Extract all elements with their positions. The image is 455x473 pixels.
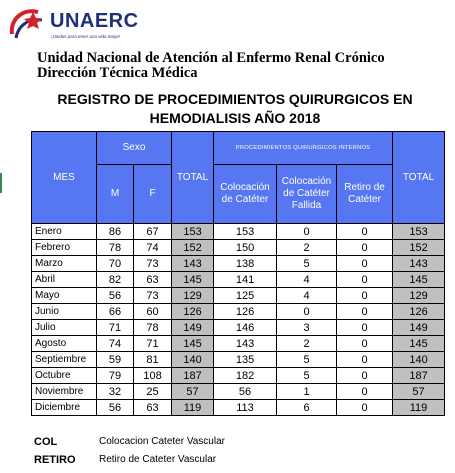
cell-f: 108 bbox=[134, 368, 172, 384]
cell-colocacion: 125 bbox=[214, 288, 277, 304]
cell-mes: Septiembre bbox=[32, 352, 97, 368]
cell-colocacion: 138 bbox=[214, 256, 277, 272]
cell-mes: Enero bbox=[32, 224, 97, 240]
cell-f: 63 bbox=[134, 400, 172, 416]
cell-total: 129 bbox=[172, 288, 214, 304]
logo-tagline: ¡Unidos para tener una vida mejor! bbox=[51, 34, 121, 39]
header-f: F bbox=[134, 165, 172, 224]
cell-m: 32 bbox=[97, 384, 134, 400]
cell-total: 153 bbox=[172, 224, 214, 240]
cell-f: 25 bbox=[134, 384, 172, 400]
cell-mes: Junio bbox=[32, 304, 97, 320]
cell-retiro: 0 bbox=[337, 240, 393, 256]
table-body bbox=[32, 224, 445, 416]
header-sexo: Sexo bbox=[97, 132, 172, 165]
report-title-line2: HEMODIALISIS AÑO 2018 bbox=[149, 110, 321, 126]
sheet-edge-marker bbox=[0, 173, 2, 193]
cell-total-procedimientos: 187 bbox=[393, 368, 445, 384]
cell-colocacion-fallida: 1 bbox=[277, 384, 337, 400]
table-row bbox=[32, 304, 445, 320]
cell-retiro: 0 bbox=[337, 384, 393, 400]
header-retiro: Retiro de Catéter bbox=[337, 165, 393, 224]
legend-key: COL bbox=[34, 436, 58, 448]
cell-f: 67 bbox=[134, 224, 172, 240]
cell-f: 73 bbox=[134, 288, 172, 304]
cell-f: 81 bbox=[134, 352, 172, 368]
cell-f: 60 bbox=[134, 304, 172, 320]
cell-total: 152 bbox=[172, 240, 214, 256]
cell-retiro: 0 bbox=[337, 368, 393, 384]
table-row bbox=[32, 224, 445, 240]
cell-m: 56 bbox=[97, 400, 134, 416]
unaerc-logo bbox=[6, 4, 146, 48]
cell-colocacion: 56 bbox=[214, 384, 277, 400]
cell-colocacion: 153 bbox=[214, 224, 277, 240]
cell-total-procedimientos: 153 bbox=[393, 224, 445, 240]
cell-colocacion-fallida: 3 bbox=[277, 320, 337, 336]
cell-total: 119 bbox=[172, 400, 214, 416]
cell-total: 140 bbox=[172, 352, 214, 368]
department-name: Dirección Técnica Médica bbox=[37, 65, 198, 81]
cell-f: 63 bbox=[134, 272, 172, 288]
cell-mes: Mayo bbox=[32, 288, 97, 304]
cell-retiro: 0 bbox=[337, 288, 393, 304]
cell-mes: Julio bbox=[32, 320, 97, 336]
cell-f: 74 bbox=[134, 240, 172, 256]
cell-retiro: 0 bbox=[337, 336, 393, 352]
cell-total-procedimientos: 145 bbox=[393, 336, 445, 352]
cell-m: 56 bbox=[97, 288, 134, 304]
cell-m: 82 bbox=[97, 272, 134, 288]
cell-retiro: 0 bbox=[337, 400, 393, 416]
header-total: TOTAL bbox=[172, 132, 214, 224]
cell-f: 78 bbox=[134, 320, 172, 336]
cell-total: 145 bbox=[172, 272, 214, 288]
cell-total: 145 bbox=[172, 336, 214, 352]
cell-colocacion: 141 bbox=[214, 272, 277, 288]
cell-mes: Diciembre bbox=[32, 400, 97, 416]
cell-retiro: 0 bbox=[337, 224, 393, 240]
cell-m: 78 bbox=[97, 240, 134, 256]
cell-mes: Febrero bbox=[32, 240, 97, 256]
cell-total-procedimientos: 149 bbox=[393, 320, 445, 336]
cell-total-procedimientos: 143 bbox=[393, 256, 445, 272]
cell-m: 74 bbox=[97, 336, 134, 352]
legend-value: Retiro de Cateter Vascular bbox=[99, 454, 217, 465]
cell-colocacion-fallida: 0 bbox=[277, 304, 337, 320]
cell-total: 143 bbox=[172, 256, 214, 272]
cell-f: 71 bbox=[134, 336, 172, 352]
cell-m: 71 bbox=[97, 320, 134, 336]
cell-colocacion-fallida: 5 bbox=[277, 368, 337, 384]
cell-retiro: 0 bbox=[337, 352, 393, 368]
cell-total-procedimientos: 57 bbox=[393, 384, 445, 400]
cell-colocacion-fallida: 6 bbox=[277, 400, 337, 416]
cell-total-procedimientos: 126 bbox=[393, 304, 445, 320]
cell-total-procedimientos: 152 bbox=[393, 240, 445, 256]
cell-mes: Abril bbox=[32, 272, 97, 288]
cell-colocacion-fallida: 4 bbox=[277, 288, 337, 304]
cell-total: 126 bbox=[172, 304, 214, 320]
cell-total-procedimientos: 145 bbox=[393, 272, 445, 288]
cell-colocacion: 113 bbox=[214, 400, 277, 416]
table-row bbox=[32, 384, 445, 400]
table-row bbox=[32, 240, 445, 256]
table-row bbox=[32, 336, 445, 352]
cell-f: 73 bbox=[134, 256, 172, 272]
cell-total: 57 bbox=[172, 384, 214, 400]
cell-mes: Noviembre bbox=[32, 384, 97, 400]
cell-colocacion-fallida: 2 bbox=[277, 240, 337, 256]
cell-colocacion: 146 bbox=[214, 320, 277, 336]
cell-mes: Octubre bbox=[32, 368, 97, 384]
cell-retiro: 0 bbox=[337, 272, 393, 288]
cell-colocacion: 143 bbox=[214, 336, 277, 352]
cell-total: 149 bbox=[172, 320, 214, 336]
cell-m: 70 bbox=[97, 256, 134, 272]
table-row bbox=[32, 272, 445, 288]
cell-total-procedimientos: 119 bbox=[393, 400, 445, 416]
header-total-procedimientos: TOTAL bbox=[393, 132, 445, 224]
cell-m: 79 bbox=[97, 368, 134, 384]
cell-retiro: 0 bbox=[337, 320, 393, 336]
header-mes: MES bbox=[32, 132, 97, 224]
table-row bbox=[32, 320, 445, 336]
cell-total-procedimientos: 140 bbox=[393, 352, 445, 368]
cell-colocacion: 135 bbox=[214, 352, 277, 368]
cell-colocacion: 150 bbox=[214, 240, 277, 256]
cell-retiro: 0 bbox=[337, 304, 393, 320]
table-row bbox=[32, 288, 445, 304]
cell-mes: Marzo bbox=[32, 256, 97, 272]
cell-m: 66 bbox=[97, 304, 134, 320]
cell-colocacion-fallida: 5 bbox=[277, 256, 337, 272]
cell-colocacion-fallida: 0 bbox=[277, 224, 337, 240]
cell-mes: Agosto bbox=[32, 336, 97, 352]
procedures-table bbox=[31, 131, 445, 416]
header-colocacion: Colocación de Catéter bbox=[214, 165, 277, 224]
header-m: M bbox=[97, 165, 134, 224]
header-procedimientos: PROCEDIMIENTOS QUIRURGICOS INTERNOS bbox=[214, 132, 393, 165]
cell-retiro: 0 bbox=[337, 256, 393, 272]
cell-m: 59 bbox=[97, 352, 134, 368]
kidney-swoosh-icon bbox=[6, 4, 46, 44]
cell-total-procedimientos: 129 bbox=[393, 288, 445, 304]
table-row bbox=[32, 368, 445, 384]
table-row bbox=[32, 256, 445, 272]
cell-colocacion: 126 bbox=[214, 304, 277, 320]
cell-colocacion: 182 bbox=[214, 368, 277, 384]
table-row bbox=[32, 400, 445, 416]
organization-name: Unidad Nacional de Atención al Enfermo Renal Crónico bbox=[37, 50, 385, 66]
logo-name: UNAERC bbox=[50, 10, 139, 32]
legend-value: Colocacion Cateter Vascular bbox=[99, 436, 225, 447]
header-colocacion-fallida: Colocación de Catéter Fallida bbox=[277, 165, 337, 224]
legend-key: RETIRO bbox=[34, 454, 76, 466]
report-title-line1: REGISTRO DE PROCEDIMIENTOS QUIRURGICOS EN bbox=[57, 91, 413, 107]
cell-total: 187 bbox=[172, 368, 214, 384]
cell-colocacion-fallida: 2 bbox=[277, 336, 337, 352]
cell-m: 86 bbox=[97, 224, 134, 240]
table-row bbox=[32, 352, 445, 368]
cell-colocacion-fallida: 5 bbox=[277, 352, 337, 368]
cell-colocacion-fallida: 4 bbox=[277, 272, 337, 288]
